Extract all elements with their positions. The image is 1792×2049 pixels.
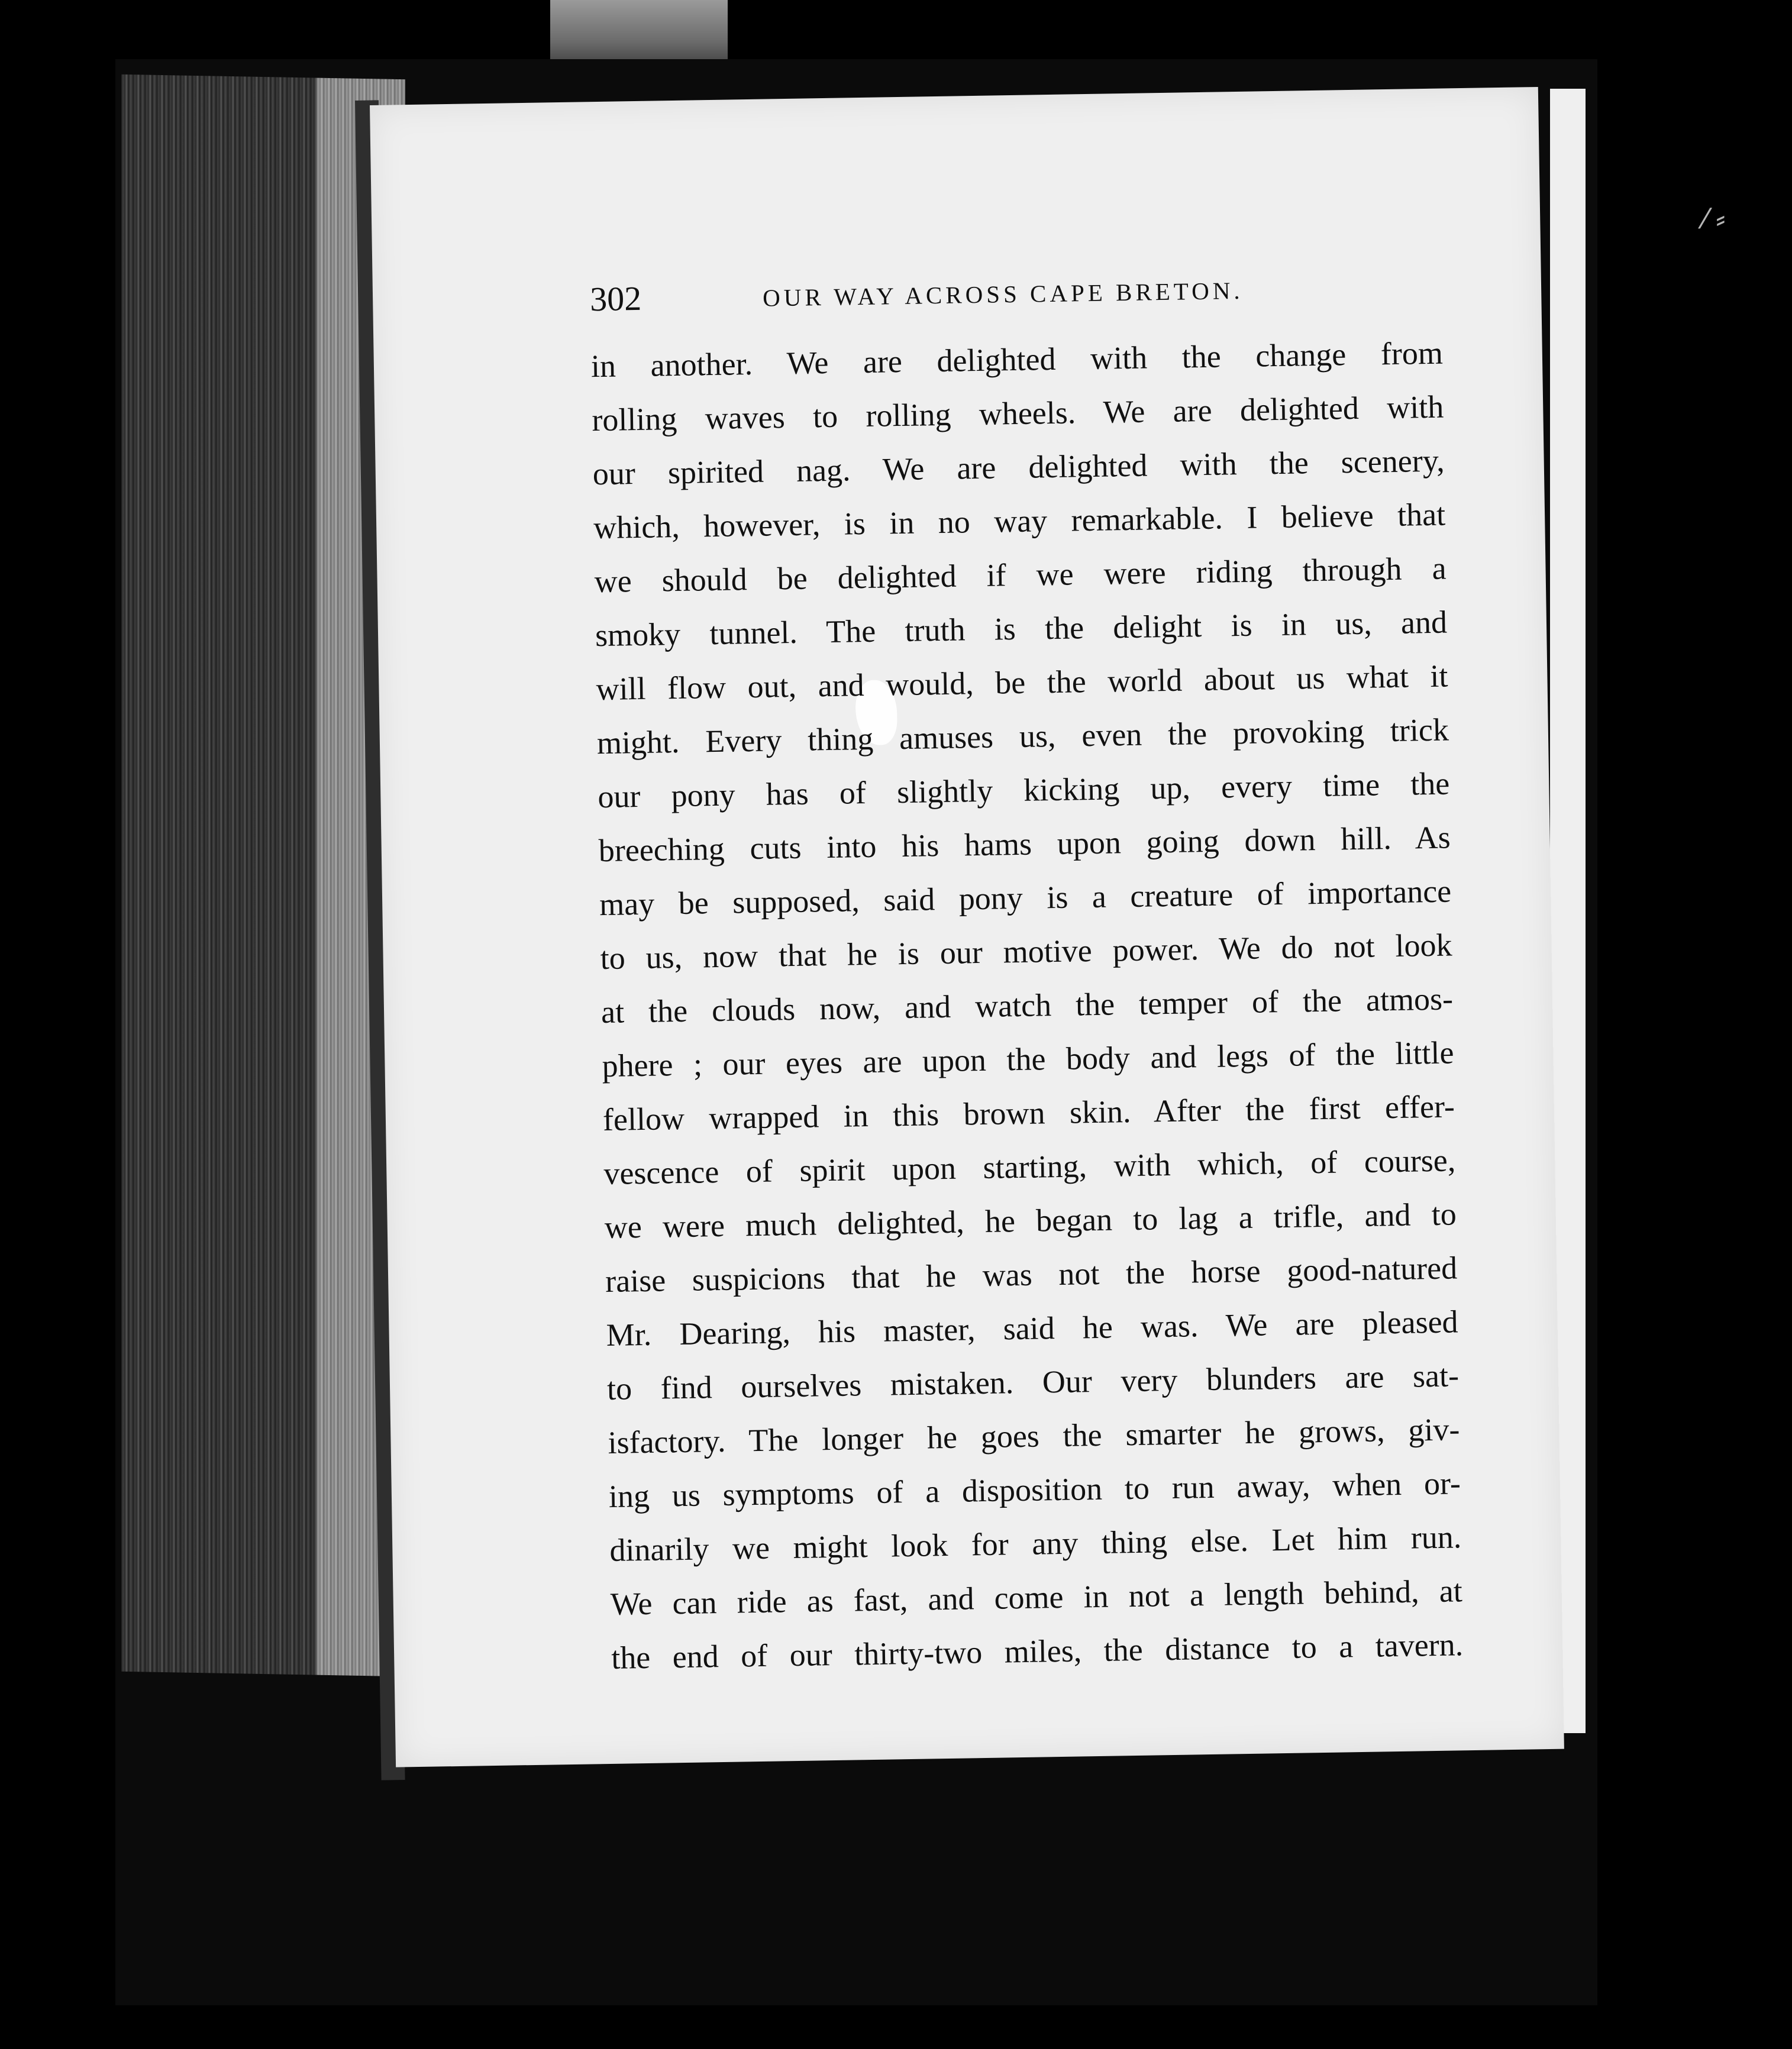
text-line: fellow wrapped in this brown skin. After the first effer- — [602, 1088, 1455, 1138]
text-line: ing us symptoms of a disposition to run away, when or- — [608, 1465, 1461, 1514]
page-number: 302 — [589, 279, 642, 319]
text-line: We can ride as fast, and come in not a length behind, at — [610, 1573, 1463, 1622]
text-line: may be supposed, said pony is a creature of importance — [599, 873, 1452, 923]
text-line: rolling waves to rolling wheels. We are delighted with — [591, 389, 1444, 438]
text-line: raise suspicions that he was not the horse good-natured — [605, 1250, 1458, 1299]
text-line: to us, now that he is our motive power. We do not look — [600, 927, 1452, 977]
text-line: will flow out, and would, be the world about us what it — [596, 658, 1448, 707]
text-line: dinarily we might look for any thing else. Let him run. — [609, 1519, 1462, 1568]
text-line: Mr. Dearing, his master, said he was. We are pleased — [606, 1304, 1458, 1353]
text-line: in another. We are delighted with the change from — [590, 335, 1444, 384]
text-line: phere ; our eyes are upon the body and legs of the little — [602, 1035, 1454, 1084]
text-line: which, however, is in no way remarkable. I believe that — [593, 496, 1446, 546]
running-title: OUR WAY ACROSS CAPE BRETON. — [762, 276, 1244, 312]
text-line: to find ourselves mistaken. Our very blunders are sat- — [606, 1358, 1460, 1407]
text-line: we should be delighted if we were riding through a — [594, 550, 1446, 600]
text-line: we were much delighted, he began to lag a trifle, and to — [604, 1196, 1457, 1245]
text-line: at the clouds now, and watch the temper of the atmos- — [600, 981, 1454, 1030]
text-line: isfactory. The longer he goes the smarter he grows, giv- — [608, 1411, 1460, 1460]
book-page — [370, 87, 1726, 1767]
text-line: might. Every thing amuses us, even the provoking trick — [596, 712, 1449, 761]
body-text — [590, 327, 1464, 1685]
pencil-mark: ⁄ ⸗ — [1702, 202, 1726, 235]
text-line: the end of our thirty-two miles, the distance to a tavern. — [611, 1627, 1464, 1676]
text-line: smoky tunnel. The truth is the delight is in us, and — [595, 604, 1448, 654]
text-line: our pony has of slightly kicking up, every time the — [597, 765, 1450, 815]
text-line: our spirited nag. We are delighted with the scenery, — [592, 442, 1445, 492]
page-header — [589, 264, 1536, 319]
text-line: breeching cuts into his hams upon going down hill. As — [598, 819, 1451, 869]
text-line: vescence of spirit upon starting, with which, of course, — [603, 1142, 1456, 1192]
